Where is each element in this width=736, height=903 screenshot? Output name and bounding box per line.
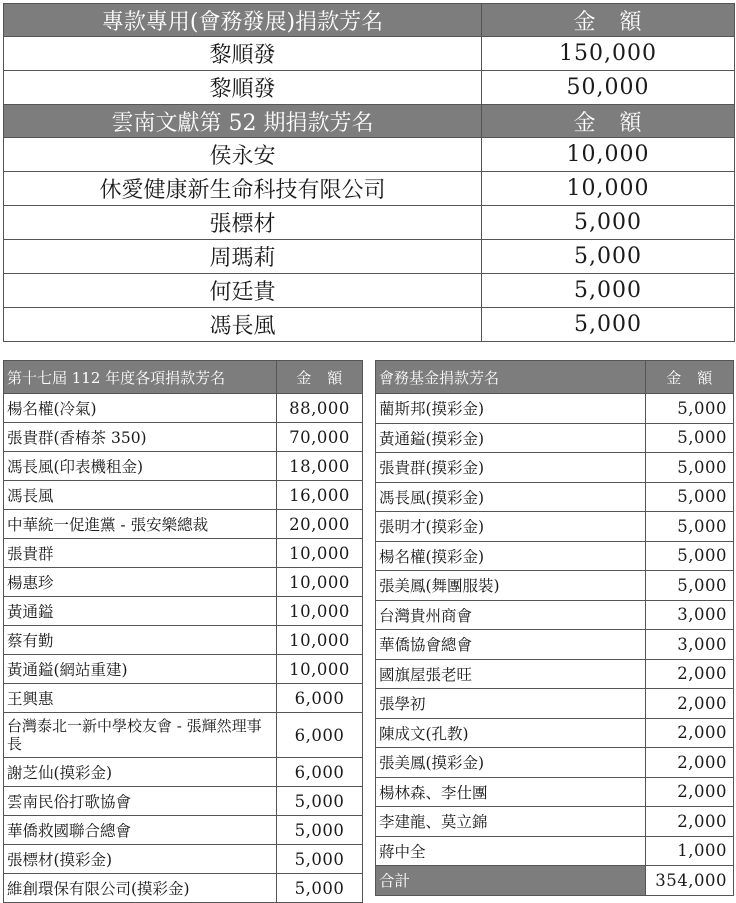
donation-amount: 10,000 xyxy=(277,539,363,568)
donation-amount: 5,000 xyxy=(277,816,363,845)
donor-name: 何廷貴 xyxy=(4,274,482,308)
donation-amount: 5,000 xyxy=(482,240,735,274)
donor-name: 華僑救國聯合總會 xyxy=(4,816,277,845)
table-row xyxy=(376,453,734,483)
donor-name: 黃通鎰(摸彩金) xyxy=(376,423,646,453)
donor-name: 陳成文(孔教) xyxy=(376,718,646,748)
table-row xyxy=(376,807,734,837)
donation-amount: 6,000 xyxy=(277,758,363,787)
table-row xyxy=(4,787,363,816)
donation-amount: 2,000 xyxy=(646,718,734,748)
table-row xyxy=(4,845,363,874)
donation-amount: 6,000 xyxy=(277,713,363,758)
donation-amount: 150,000 xyxy=(482,37,735,71)
donor-name: 馮長風(摸彩金) xyxy=(376,482,646,512)
donation-amount: 16,000 xyxy=(277,481,363,510)
donation-amount: 6,000 xyxy=(277,684,363,713)
table-row xyxy=(4,138,735,172)
table-row xyxy=(376,689,734,719)
table-row xyxy=(376,423,734,453)
fund-donation-table xyxy=(375,360,734,896)
donation-amount: 2,000 xyxy=(646,807,734,837)
donation-amount: 88,000 xyxy=(277,394,363,423)
donor-name: 張明才(摸彩金) xyxy=(376,512,646,542)
donor-name: 維創環保有限公司(摸彩金) xyxy=(4,874,277,903)
donation-amount: 18,000 xyxy=(277,452,363,481)
table-row xyxy=(4,597,363,626)
table-row xyxy=(376,748,734,778)
table-row xyxy=(4,452,363,481)
donation-amount: 20,000 xyxy=(277,510,363,539)
table-row xyxy=(376,836,734,866)
donation-amount: 50,000 xyxy=(482,71,735,105)
table-row xyxy=(4,568,363,597)
amount-header: 金 額 xyxy=(277,361,363,394)
section-header xyxy=(4,105,735,138)
donation-amount: 10,000 xyxy=(482,172,735,206)
donation-amount: 5,000 xyxy=(277,874,363,903)
donor-name: 休愛健康新生命科技有限公司 xyxy=(4,172,482,206)
table-header xyxy=(4,361,363,394)
table-row xyxy=(4,510,363,539)
table-row xyxy=(4,274,735,308)
donation-amount: 2,000 xyxy=(646,659,734,689)
donor-name: 國旗屋張老旺 xyxy=(376,659,646,689)
donation-amount: 10,000 xyxy=(482,138,735,172)
table-row xyxy=(4,758,363,787)
donor-name: 馮長風(印表機租金) xyxy=(4,452,277,481)
donor-name: 楊名權(摸彩金) xyxy=(376,541,646,571)
donation-amount: 5,000 xyxy=(646,453,734,483)
table-row xyxy=(376,777,734,807)
total-label: 合計 xyxy=(376,866,646,896)
donation-amount: 5,000 xyxy=(277,787,363,816)
donor-name: 張標材 xyxy=(4,206,482,240)
donor-name: 周瑪莉 xyxy=(4,240,482,274)
donation-amount: 10,000 xyxy=(277,568,363,597)
annual-donation-title: 第十七屆 112 年度各項捐款芳名 xyxy=(4,361,277,394)
table-row xyxy=(4,206,735,240)
donor-name: 台灣貴州商會 xyxy=(376,600,646,630)
total-row xyxy=(376,866,734,896)
table-row xyxy=(4,816,363,845)
table-row xyxy=(376,541,734,571)
table-row xyxy=(4,394,363,423)
donation-amount: 5,000 xyxy=(646,394,734,424)
table-row xyxy=(4,240,735,274)
donation-amount: 5,000 xyxy=(646,423,734,453)
table-row xyxy=(376,659,734,689)
donor-name: 藺斯邦(摸彩金) xyxy=(376,394,646,424)
table-row xyxy=(4,71,735,105)
donor-name: 張貴群 xyxy=(4,539,277,568)
donation-amount: 5,000 xyxy=(646,571,734,601)
amount-header: 金 額 xyxy=(482,4,735,37)
donor-name: 雲南民俗打歌協會 xyxy=(4,787,277,816)
donation-amount: 5,000 xyxy=(277,845,363,874)
table-row xyxy=(4,539,363,568)
section-title: 專款專用(會務發展)捐款芳名 xyxy=(4,4,482,37)
section-title: 雲南文獻第 52 期捐款芳名 xyxy=(4,105,482,138)
donation-amount: 5,000 xyxy=(646,512,734,542)
table-row xyxy=(376,600,734,630)
donor-name: 楊名權(冷氣) xyxy=(4,394,277,423)
donor-name: 張貴群(摸彩金) xyxy=(376,453,646,483)
table-row xyxy=(4,172,735,206)
table-row xyxy=(4,37,735,71)
table-row xyxy=(4,626,363,655)
donor-name: 蔣中全 xyxy=(376,836,646,866)
donor-name: 張美鳳(舞團服裝) xyxy=(376,571,646,601)
table-row xyxy=(4,481,363,510)
table-row xyxy=(4,655,363,684)
donation-amount: 10,000 xyxy=(277,626,363,655)
table-row xyxy=(376,512,734,542)
donor-name: 蔡有勤 xyxy=(4,626,277,655)
donor-name: 王興惠 xyxy=(4,684,277,713)
donor-name: 黎順發 xyxy=(4,71,482,105)
annual-donation-table xyxy=(3,360,363,903)
donor-name: 張學初 xyxy=(376,689,646,719)
table-row xyxy=(4,684,363,713)
donor-name: 黎順發 xyxy=(4,37,482,71)
donation-amount: 3,000 xyxy=(646,600,734,630)
table-row xyxy=(376,571,734,601)
donation-amount: 2,000 xyxy=(646,689,734,719)
table-row xyxy=(376,630,734,660)
donor-name: 馮長風 xyxy=(4,481,277,510)
donation-amount: 5,000 xyxy=(646,482,734,512)
donor-name: 華僑協會總會 xyxy=(376,630,646,660)
donor-name: 馮長風 xyxy=(4,308,482,342)
total-amount: 354,000 xyxy=(646,866,734,896)
donor-name: 謝芝仙(摸彩金) xyxy=(4,758,277,787)
donor-name: 黃通鎰(網站重建) xyxy=(4,655,277,684)
fund-donation-title: 會務基金捐款芳名 xyxy=(376,361,646,394)
donation-amount: 1,000 xyxy=(646,836,734,866)
amount-header: 金 額 xyxy=(482,105,735,138)
donor-name: 李建龍、莫立錦 xyxy=(376,807,646,837)
donation-amount: 2,000 xyxy=(646,748,734,778)
donor-name: 楊林森、李仕團 xyxy=(376,777,646,807)
table-row xyxy=(4,308,735,342)
donor-name: 張標材(摸彩金) xyxy=(4,845,277,874)
donation-amount: 5,000 xyxy=(482,308,735,342)
donation-amount: 5,000 xyxy=(482,274,735,308)
section-header xyxy=(4,4,735,37)
table-row xyxy=(4,874,363,903)
donor-name: 台灣泰北一新中學校友會 - 張輝然理事長 xyxy=(4,713,277,758)
donor-name: 侯永安 xyxy=(4,138,482,172)
special-donation-table xyxy=(3,3,735,342)
table-row xyxy=(4,713,363,758)
donation-amount: 10,000 xyxy=(277,597,363,626)
donation-amount: 5,000 xyxy=(482,206,735,240)
table-header xyxy=(376,361,734,394)
donation-amount: 70,000 xyxy=(277,423,363,452)
donor-name: 張美鳳(摸彩金) xyxy=(376,748,646,778)
amount-header: 金 額 xyxy=(646,361,734,394)
donor-name: 中華統一促進黨 - 張安樂總裁 xyxy=(4,510,277,539)
table-row xyxy=(4,423,363,452)
donor-name: 黃通鎰 xyxy=(4,597,277,626)
table-row xyxy=(376,482,734,512)
donation-amount: 10,000 xyxy=(277,655,363,684)
donor-name: 楊惠珍 xyxy=(4,568,277,597)
table-row xyxy=(376,718,734,748)
donor-name: 張貴群(香椿茶 350) xyxy=(4,423,277,452)
donation-amount: 5,000 xyxy=(646,541,734,571)
donation-amount: 2,000 xyxy=(646,777,734,807)
table-row xyxy=(376,394,734,424)
donation-amount: 3,000 xyxy=(646,630,734,660)
